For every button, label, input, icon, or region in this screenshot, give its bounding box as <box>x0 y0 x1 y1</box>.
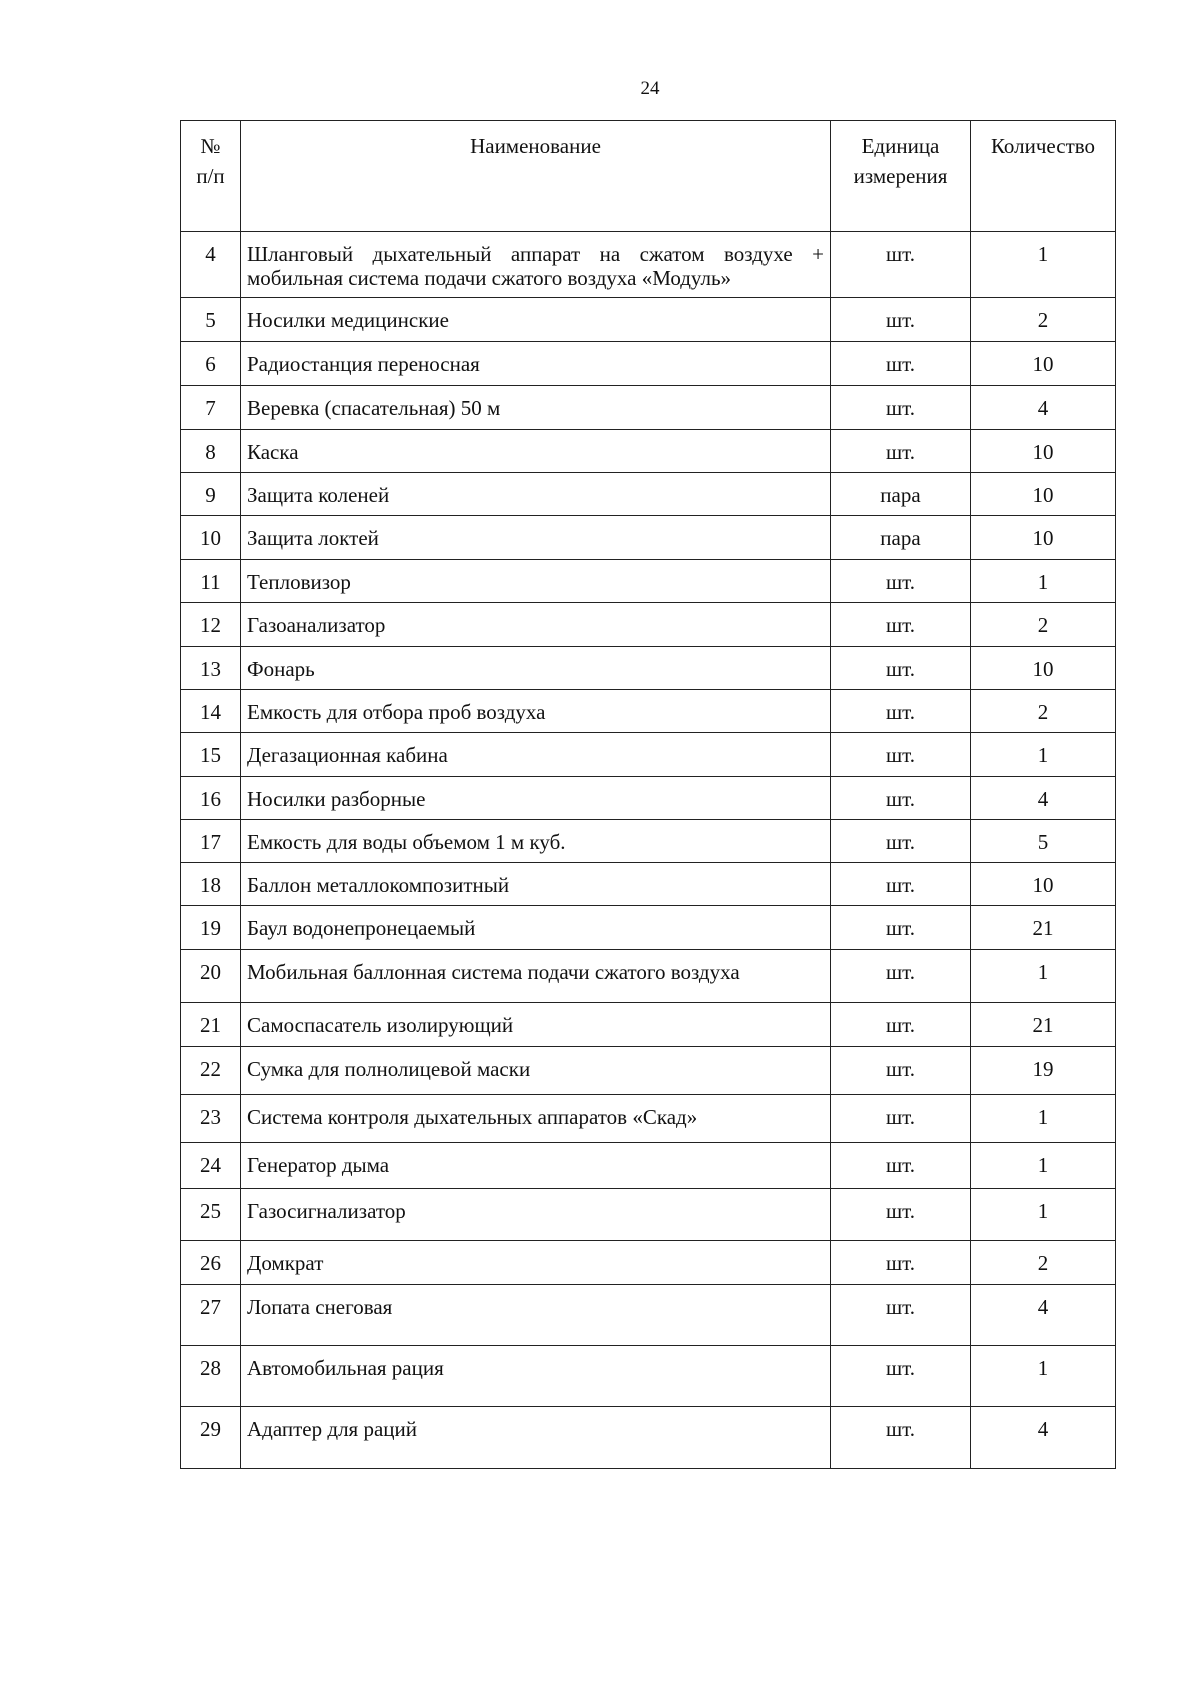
row-quantity: 1 <box>971 1095 1116 1143</box>
row-number: 9 <box>181 473 241 516</box>
header-qty: Количество <box>971 121 1116 232</box>
row-quantity: 1 <box>971 1189 1116 1241</box>
table-row <box>181 820 1116 863</box>
row-quantity: 5 <box>971 820 1116 863</box>
row-name: Веревка (спасательная) 50 м <box>241 386 831 430</box>
row-number: 15 <box>181 733 241 777</box>
table-row <box>181 950 1116 1003</box>
row-name: Защита коленей <box>241 473 831 516</box>
row-number: 19 <box>181 906 241 950</box>
row-number: 17 <box>181 820 241 863</box>
row-name: Каска <box>241 430 831 473</box>
row-name: Мобильная баллонная система подачи сжатого воздуха <box>241 950 831 1003</box>
row-unit: шт. <box>831 386 971 430</box>
row-name: Баул водонепронецаемый <box>241 906 831 950</box>
row-unit: шт. <box>831 690 971 733</box>
equipment-table <box>180 120 1116 1469</box>
header-num <box>181 121 241 232</box>
table-header <box>181 121 1116 232</box>
row-quantity: 1 <box>971 1346 1116 1407</box>
header-unit <box>831 121 971 232</box>
row-number: 6 <box>181 342 241 386</box>
row-number: 4 <box>181 232 241 298</box>
table-row <box>181 516 1116 560</box>
table-row <box>181 863 1116 906</box>
table-row <box>181 430 1116 473</box>
row-number: 27 <box>181 1285 241 1346</box>
row-number: 28 <box>181 1346 241 1407</box>
table-row <box>181 1407 1116 1469</box>
row-name: Носилки разборные <box>241 777 831 820</box>
table-row <box>181 1241 1116 1285</box>
row-unit: шт. <box>831 950 971 1003</box>
table-row <box>181 1047 1116 1095</box>
row-unit: шт. <box>831 906 971 950</box>
row-quantity: 1 <box>971 1143 1116 1189</box>
row-name: Баллон металлокомпозитный <box>241 863 831 906</box>
row-quantity: 4 <box>971 1407 1116 1469</box>
row-number: 13 <box>181 647 241 690</box>
row-name: Защита локтей <box>241 516 831 560</box>
row-name: Адаптер для раций <box>241 1407 831 1469</box>
row-name: Радиостанция переносная <box>241 342 831 386</box>
page-number: 24 <box>640 78 660 99</box>
table-row <box>181 560 1116 603</box>
row-quantity: 2 <box>971 1241 1116 1285</box>
row-unit: шт. <box>831 1003 971 1047</box>
row-number: 26 <box>181 1241 241 1285</box>
header-unit-line1: Единица <box>861 134 940 158</box>
row-quantity: 1 <box>971 232 1116 298</box>
row-unit: шт. <box>831 430 971 473</box>
table-row <box>181 647 1116 690</box>
row-number: 18 <box>181 863 241 906</box>
row-unit: шт. <box>831 1047 971 1095</box>
row-unit: шт. <box>831 733 971 777</box>
row-quantity: 10 <box>971 863 1116 906</box>
row-number: 11 <box>181 560 241 603</box>
row-name: Система контроля дыхательных аппаратов «Скад» <box>241 1095 831 1143</box>
table-row <box>181 1143 1116 1189</box>
row-number: 5 <box>181 298 241 342</box>
row-unit: шт. <box>831 560 971 603</box>
row-number: 20 <box>181 950 241 1003</box>
row-number: 23 <box>181 1095 241 1143</box>
row-number: 12 <box>181 603 241 647</box>
row-quantity: 21 <box>971 906 1116 950</box>
row-name: Шланговый дыхательный аппарат на сжатом воздухе + мобильная система подачи сжатого воздуха «Модуль» <box>241 232 831 298</box>
table-row <box>181 298 1116 342</box>
header-unit-line2: измерения <box>853 164 948 188</box>
row-name: Генератор дыма <box>241 1143 831 1189</box>
row-name: Самоспасатель изолирующий <box>241 1003 831 1047</box>
row-unit: пара <box>831 473 971 516</box>
row-unit: шт. <box>831 1095 971 1143</box>
table-body <box>181 232 1116 1469</box>
row-quantity: 10 <box>971 647 1116 690</box>
row-unit: шт. <box>831 777 971 820</box>
row-name: Носилки медицинские <box>241 298 831 342</box>
row-quantity: 4 <box>971 386 1116 430</box>
row-quantity: 1 <box>971 560 1116 603</box>
row-name: Фонарь <box>241 647 831 690</box>
row-number: 16 <box>181 777 241 820</box>
table-row <box>181 690 1116 733</box>
table-row <box>181 1003 1116 1047</box>
table-row <box>181 906 1116 950</box>
row-quantity: 10 <box>971 516 1116 560</box>
row-number: 22 <box>181 1047 241 1095</box>
table-row <box>181 1346 1116 1407</box>
row-number: 7 <box>181 386 241 430</box>
table-row <box>181 1285 1116 1346</box>
table-row <box>181 232 1116 298</box>
row-unit: шт. <box>831 342 971 386</box>
row-quantity: 1 <box>971 733 1116 777</box>
row-name: Сумка для полнолицевой маски <box>241 1047 831 1095</box>
row-name: Емкость для отбора проб воздуха <box>241 690 831 733</box>
row-unit: шт. <box>831 1241 971 1285</box>
row-number: 10 <box>181 516 241 560</box>
row-name: Тепловизор <box>241 560 831 603</box>
row-name: Автомобильная рация <box>241 1346 831 1407</box>
row-unit: шт. <box>831 603 971 647</box>
table-row <box>181 1189 1116 1241</box>
row-quantity: 10 <box>971 430 1116 473</box>
row-quantity: 2 <box>971 298 1116 342</box>
row-name: Домкрат <box>241 1241 831 1285</box>
table-row <box>181 603 1116 647</box>
row-unit: шт. <box>831 298 971 342</box>
table-row <box>181 342 1116 386</box>
row-quantity: 19 <box>971 1047 1116 1095</box>
row-unit: шт. <box>831 863 971 906</box>
row-number: 21 <box>181 1003 241 1047</box>
header-num-line2: п/п <box>196 164 225 188</box>
row-name: Газосигнализатор <box>241 1189 831 1241</box>
table-row <box>181 386 1116 430</box>
row-unit: шт. <box>831 1346 971 1407</box>
header-num-line1: № <box>200 134 221 158</box>
row-unit: шт. <box>831 1407 971 1469</box>
table-row <box>181 777 1116 820</box>
header-name: Наименование <box>241 121 831 232</box>
row-quantity: 2 <box>971 690 1116 733</box>
table-row <box>181 1095 1116 1143</box>
header-row <box>181 121 1116 232</box>
row-number: 14 <box>181 690 241 733</box>
row-name: Емкость для воды объемом 1 м куб. <box>241 820 831 863</box>
row-quantity: 10 <box>971 342 1116 386</box>
row-quantity: 4 <box>971 777 1116 820</box>
row-unit: шт. <box>831 1189 971 1241</box>
table-row <box>181 473 1116 516</box>
row-quantity: 10 <box>971 473 1116 516</box>
row-unit: шт. <box>831 820 971 863</box>
table-row <box>181 733 1116 777</box>
row-number: 29 <box>181 1407 241 1469</box>
row-quantity: 4 <box>971 1285 1116 1346</box>
row-name: Дегазационная кабина <box>241 733 831 777</box>
row-unit: пара <box>831 516 971 560</box>
row-quantity: 21 <box>971 1003 1116 1047</box>
row-number: 8 <box>181 430 241 473</box>
row-number: 25 <box>181 1189 241 1241</box>
row-unit: шт. <box>831 232 971 298</box>
row-name: Лопата снеговая <box>241 1285 831 1346</box>
row-unit: шт. <box>831 1285 971 1346</box>
row-quantity: 1 <box>971 950 1116 1003</box>
row-unit: шт. <box>831 647 971 690</box>
row-quantity: 2 <box>971 603 1116 647</box>
row-name: Газоанализатор <box>241 603 831 647</box>
row-unit: шт. <box>831 1143 971 1189</box>
row-number: 24 <box>181 1143 241 1189</box>
